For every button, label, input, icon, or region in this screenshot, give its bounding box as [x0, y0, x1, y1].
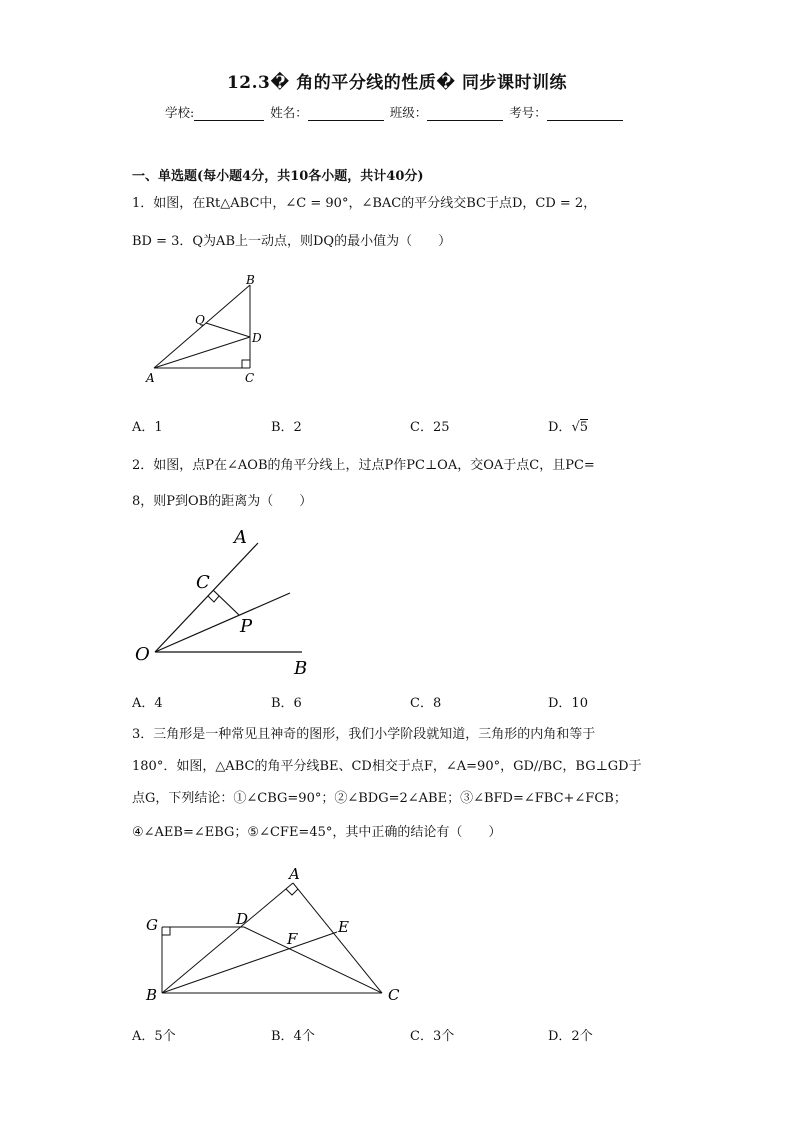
q3-option-d[interactable]: D．2个	[548, 1029, 593, 1044]
q1-segment-ad	[154, 337, 250, 368]
school-blank[interactable]	[194, 108, 264, 121]
q1-label-a: A	[146, 371, 155, 385]
page-title: 12.3� 角的平分线的性质� 同步课时训练	[226, 73, 568, 93]
q2-option-c[interactable]: C．8	[410, 696, 442, 711]
sqrt-icon: √	[571, 420, 580, 435]
q3-right-angle-mark-g	[162, 927, 170, 935]
q2-option-a[interactable]: A．4	[132, 696, 163, 711]
q2-bisector	[155, 593, 290, 652]
q3-label-a: A	[289, 865, 300, 883]
q3-label-f: F	[287, 930, 298, 948]
q3-line3: 点G，下列结论：①∠CBG=90°；②∠BDG=2∠ABE；③∠BFD=∠FBC+∠FCB；	[132, 791, 627, 806]
q3-segment-ac	[293, 883, 382, 993]
q3-figure	[140, 860, 410, 1010]
q2-segment-pc	[213, 590, 239, 615]
q2-label-o: O	[135, 644, 150, 665]
q1-right-angle-mark	[242, 360, 250, 368]
q3-label-g: G	[146, 916, 158, 934]
q3-option-c[interactable]: C．3个	[410, 1029, 455, 1044]
q1-option-b[interactable]: B．2	[271, 420, 302, 435]
q2-label-c: C	[196, 572, 210, 593]
q1-option-a[interactable]: A．1	[132, 420, 163, 435]
q3-segment-be	[162, 932, 337, 993]
q2-option-d[interactable]: D．10	[548, 696, 588, 711]
name-blank[interactable]	[308, 108, 384, 121]
class-blank[interactable]	[427, 108, 503, 121]
q3-label-c: C	[388, 986, 400, 1004]
q1-segment-qd	[206, 323, 250, 337]
section-heading: 一、单选题(每小题4分，共10各小题，共计40分)	[132, 169, 424, 184]
q1-label-c: C	[245, 371, 255, 385]
q1-option-d-value: 5	[579, 420, 589, 435]
q1-line2: BD = 3．Q为AB上一动点，则DQ的最小值为（ ）	[132, 234, 452, 249]
number-label: 考号：	[509, 105, 547, 120]
student-info-line	[165, 103, 625, 121]
q1-option-d-prefix: D．	[548, 420, 572, 435]
q3-label-e: E	[338, 918, 349, 936]
q3-line2: 180°．如图，△ABC的角平分线BE、CD相交于点F，∠A=90°，GD//BC，BG⊥GD于	[132, 759, 642, 774]
q3-segment-ab	[162, 883, 293, 993]
name-label: 姓名：	[270, 105, 308, 120]
q3-label-b: B	[146, 986, 158, 1004]
q1-option-d[interactable]	[548, 416, 588, 435]
q2-line1: 2．如图，点P在∠AOB的角平分线上，过点P作PC⊥OA，交OA于点C，且PC=	[132, 458, 595, 473]
q3-option-a[interactable]: A．5个	[132, 1029, 176, 1044]
q3-right-angle-mark-a	[286, 889, 298, 895]
q1-label-b: B	[246, 273, 255, 287]
q2-figure	[130, 522, 320, 682]
q3-segment-cd	[244, 927, 382, 993]
q1-label-d: D	[252, 331, 262, 345]
school-label: 学校:	[165, 105, 195, 120]
q3-line1: 3．三角形是一种常见且神奇的图形，我们小学阶段就知道，三角形的内角和等于	[132, 727, 596, 742]
q3-label-d: D	[236, 910, 249, 928]
q2-label-b: B	[294, 658, 308, 679]
class-label: 班级：	[389, 105, 428, 120]
q2-label-p: P	[240, 616, 253, 637]
q3-option-b[interactable]: B．4个	[271, 1029, 315, 1044]
number-blank[interactable]	[547, 108, 623, 121]
q2-line2: 8，则P到OB的距离为（ ）	[132, 494, 313, 509]
q1-option-c[interactable]: C．25	[410, 420, 450, 435]
q2-option-b[interactable]: B．6	[271, 696, 302, 711]
q2-label-a: A	[234, 527, 247, 548]
q1-line1: 1．如图，在Rt△ABC中，∠C = 90°，∠BAC的平分线交BC于点D，CD = 2，	[132, 196, 597, 211]
q3-line4: ④∠AEB=∠EBG；⑤∠CFE=45°，其中正确的结论有（ ）	[132, 825, 502, 840]
q2-right-angle-mark	[208, 596, 219, 602]
q1-figure	[140, 270, 280, 390]
q1-label-q: Q	[195, 313, 205, 327]
